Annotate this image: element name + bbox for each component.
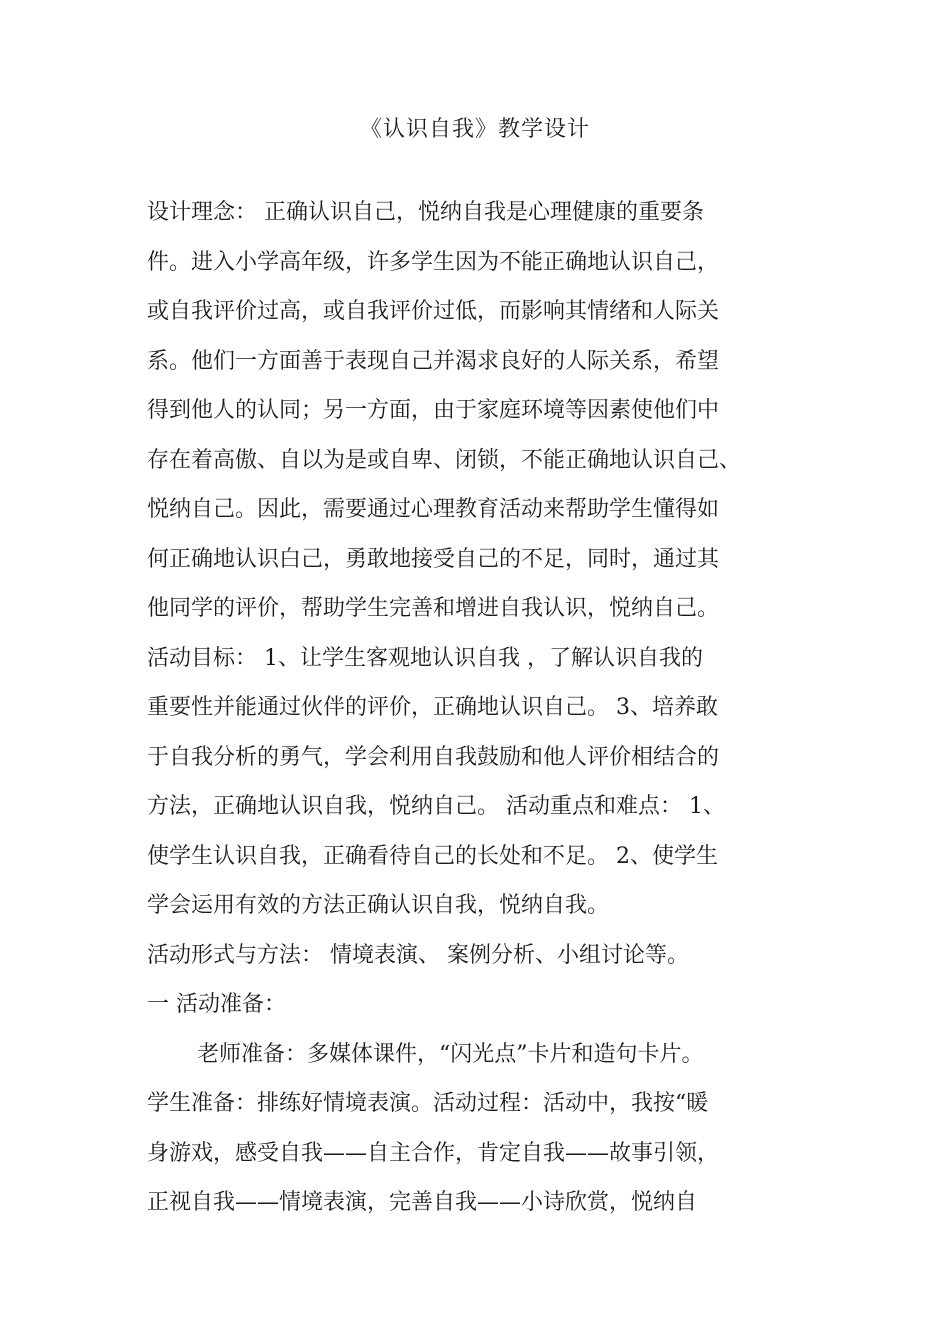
paragraph-line: 正视自我——情境表演，完善自我——小诗欣赏，悦纳自 xyxy=(147,1190,698,1215)
paragraph-line: 系。他们一方面善于表现自己并渴求良好的人际关系，希望 xyxy=(147,348,720,374)
section-heading: 一 活动准备： xyxy=(147,992,286,1017)
paragraph-line: 身游戏，感受自我——自主合作，肯定自我——故事引领， xyxy=(147,1140,720,1166)
paragraph-line: 件。进入小学高年级，许多学生因为不能正确地认识自己， xyxy=(147,249,720,275)
paragraph-line: 重要性并能通过伙伴的评价，正确地认识自己。 3、培养敢 xyxy=(147,695,718,720)
paragraph-line: 学会运用有效的方法正确认识自我，悦纳自我。 xyxy=(147,893,610,918)
paragraph-line: 老师准备：多媒体课件，“闪光点”卡片和造句卡片。 xyxy=(197,1041,704,1067)
paragraph-line: 何正确地认识白己，勇敢地接受自己的不足，同时，通过其 xyxy=(147,546,720,572)
paragraph-line: 设计理念： 正确认识自己，悦纳自我是心理健康的重要条 xyxy=(147,200,704,225)
paragraph-line: 使学生认识自我，正确看待自己的长处和不足。 2、使学生 xyxy=(147,843,718,869)
paragraph-line: 活动形式与方法： 情境表演、 案例分析、小组讨论等。 xyxy=(147,942,689,968)
paragraph-line: 学生准备：排练好情境表演。活动过程：活动中，我按“暖 xyxy=(147,1091,709,1116)
paragraph-line: 方法，正确地认识自我，悦纳自己。 活动重点和难点： 1、 xyxy=(147,794,725,819)
paragraph-line: 悦纳自己。因此，需要通过心理教育活动来帮助学生懂得如 xyxy=(147,497,720,522)
paragraph-line: 或自我评价过高，或自我评价过低，而影响其情绪和人际关 xyxy=(147,299,720,324)
paragraph-line: 活动目标： 1、让学生客观地认识自我 ，了解认识自我的 xyxy=(147,645,703,671)
paragraph-line: 得到他人的认同；另一方面，由于家庭环境等因素使他们中 xyxy=(147,398,720,423)
document-title: 《认识自我》教学设计 xyxy=(359,117,590,142)
paragraph-line: 他同学的评价，帮助学生完善和增进自我认识，悦纳自己。 xyxy=(147,596,720,621)
paragraph-line: 于自我分析的勇气，学会利用自我鼓励和他人评价相结合的 xyxy=(147,744,720,770)
document-body xyxy=(147,188,807,1228)
paragraph-line: 存在着高傲、自以为是或自卑、闭锁，不能正确地认识自己、 xyxy=(147,447,742,473)
